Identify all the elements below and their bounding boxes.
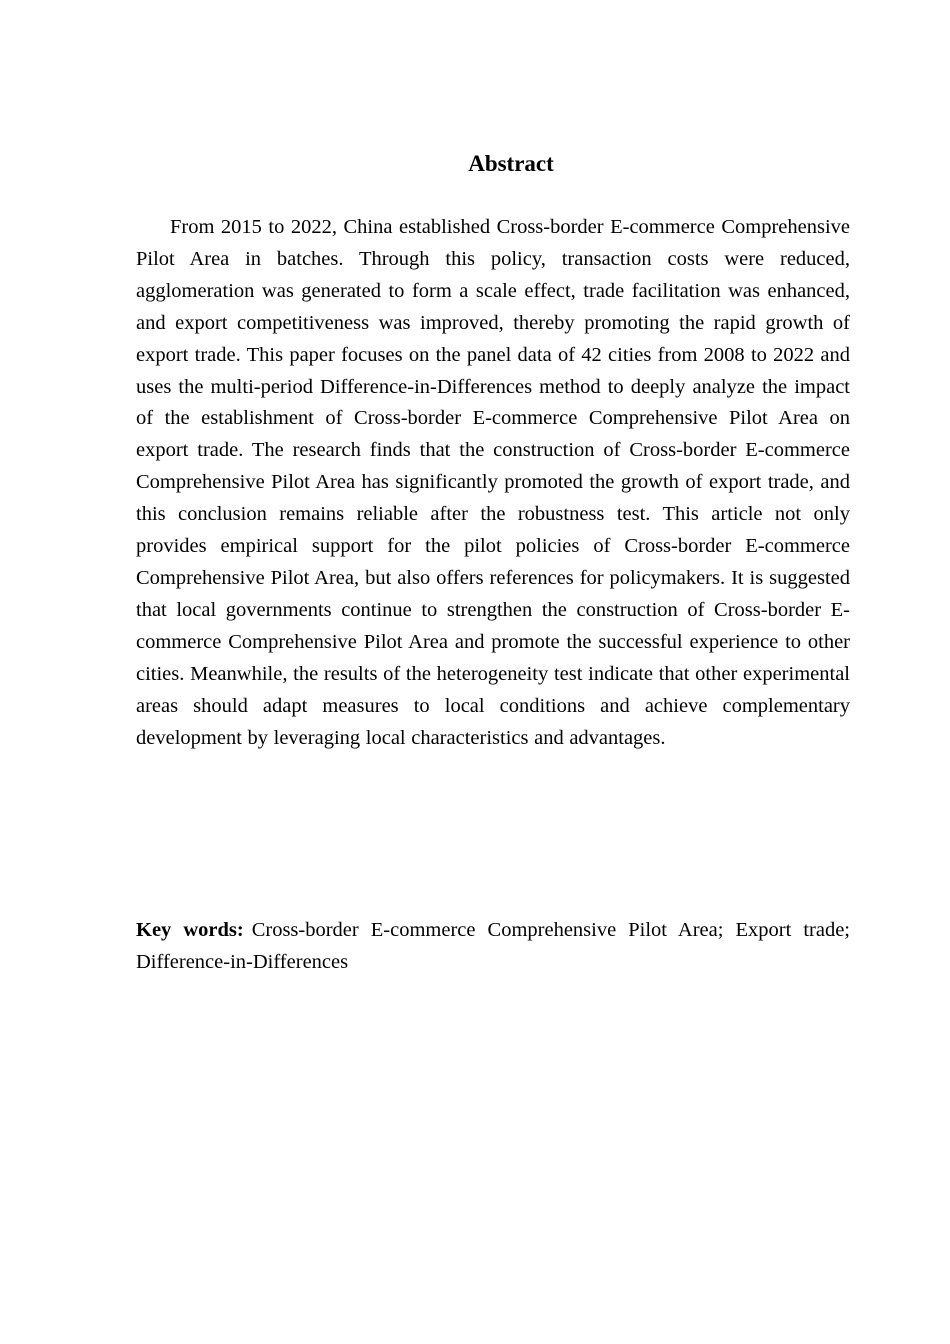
keywords-line xyxy=(136,915,850,978)
abstract-title: Abstract xyxy=(468,151,554,176)
keywords-label: Key words: xyxy=(136,919,244,941)
keywords-text: Cross-border E-commerce Comprehensive Pilot Area; Export trade; Difference-in-Differences xyxy=(136,919,850,973)
abstract-paragraph: From 2015 to 2022, China established Cross-border E-commerce Comprehensive Pilot Area in batches. Through this policy, transaction costs were reduced, agglomeration was generated to form a scale effect, trade facilitation was enhanced, and export competitiveness was improved, thereby promoting the rapid growth of export trade. This paper focuses on the panel data of 42 cities from 2008 to 2022 and uses the multi-period Difference-in-Differences method to deeply analyze the impact of the establishment of Cross-border E-commerce Comprehensive Pilot Area on export trade. The research finds that the construction of Cross-border E-commerce Comprehensive Pilot Area has significantly promoted the growth of export trade, and this conclusion remains reliable after the robustness test. This article not only provides empirical support for the pilot policies of Cross-border E-commerce Comprehensive Pilot Area, but also offers references for policymakers. It is suggested that local governments continue to strengthen the construction of Cross-border E-commerce Comprehensive Pilot Area and promote the successful experience to other cities. Meanwhile, the results of the heterogeneity test indicate that other experimental areas should adapt measures to local conditions and achieve complementary development by leveraging local characteristics and advantages. xyxy=(136,216,850,749)
